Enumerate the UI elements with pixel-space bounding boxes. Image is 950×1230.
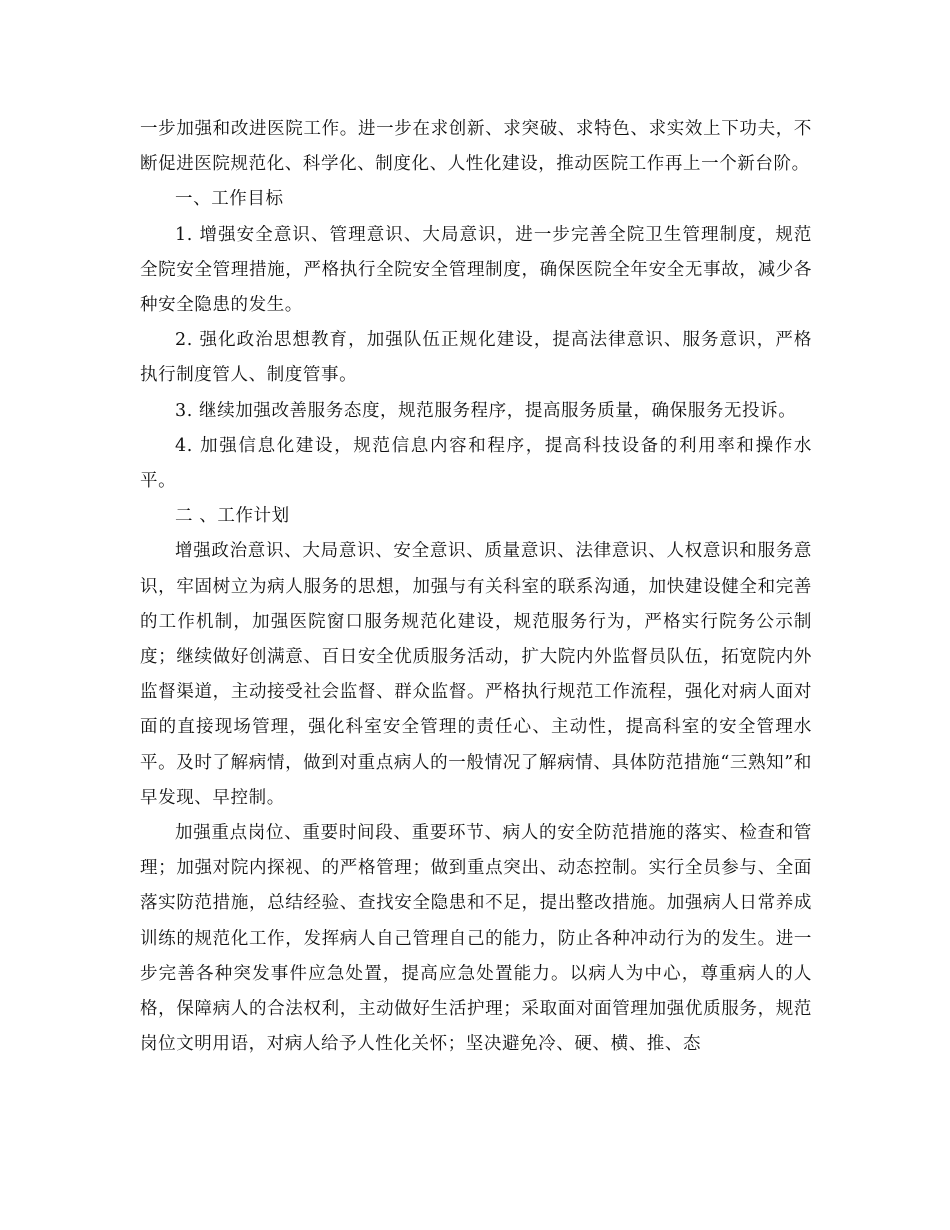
body-paragraph: 增强政治意识、大局意识、安全意识、质量意识、法律意识、人权意识和服务意识，牢固树立为病人服务的思想，加强与有关科室的联系沟通，加快建设健全和完善的工作机制，加强医院窗口服务规范化建设，规范服务行为，严格实行院务公示制度；继续做好创满意、百日安全优质服务活动，扩大院内外监督员队伍，拓宽院内外监督渠道，主动接受社会监督、群众监督。严格执行规范工作流程，强化对病人面对面的直接现场管理，强化科室安全管理的责任心、主动性，提高科室的安全管理水平。及时了解病情，做到对重点病人的一般情况了解病情、具体防范措施“三熟知”和早发现、早控制。	[140, 541, 812, 808]
document-page	[140, 112, 812, 1062]
body-paragraph: 一步加强和改进医院工作。进一步在求创新、求突破、求特色、求实效上下功夫，不断促进医院规范化、科学化、制度化、人性化建设，推动医院工作再上一个新台阶。	[140, 119, 812, 175]
list-paragraph: 4. 加强信息化建设，规范信息内容和程序，提高科技设备的利用率和操作水平。	[140, 435, 812, 492]
section-heading: 二 、工作计划	[175, 506, 290, 527]
list-paragraph: 1. 增强安全意识、管理意识、大局意识，进一步完善全院卫生管理制度，规范全院安全管理措施，严格执行全院安全管理制度，确保医院全年安全无事故，减少各种安全隐患的发生。	[140, 224, 812, 316]
section-heading: 一、工作目标	[175, 189, 284, 210]
body-paragraph: 加强重点岗位、重要时间段、重要环节、病人的安全防范措施的落实、检查和管理；加强对院内探视、的严格管理；做到重点突出、动态控制。实行全员参与、全面落实防范措施，总结经验、查找安全隐患和不足，提出整改措施。加强病人日常养成训练的规范化工作，发挥病人自己管理自己的能力，防止各种冲动行为的发生。进一步完善各种突发事件应急处置，提高应急处置能力。以病人为中心，尊重病人的人格，保障病人的合法权利，主动做好生活护理；采取面对面管理加强优质服务，规范岗位文明用语，对病人给予人性化关怀；坚决避免冷、硬、横、推、态	[140, 823, 812, 1055]
list-paragraph: 2. 强化政治思想教育，加强队伍正规化建设，提高法律意识、服务意识，严格执行制度管人、制度管事。	[140, 330, 812, 386]
list-paragraph: 3. 继续加强改善服务态度，规范服务程序，提高服务质量，确保服务无投诉。	[175, 400, 797, 421]
